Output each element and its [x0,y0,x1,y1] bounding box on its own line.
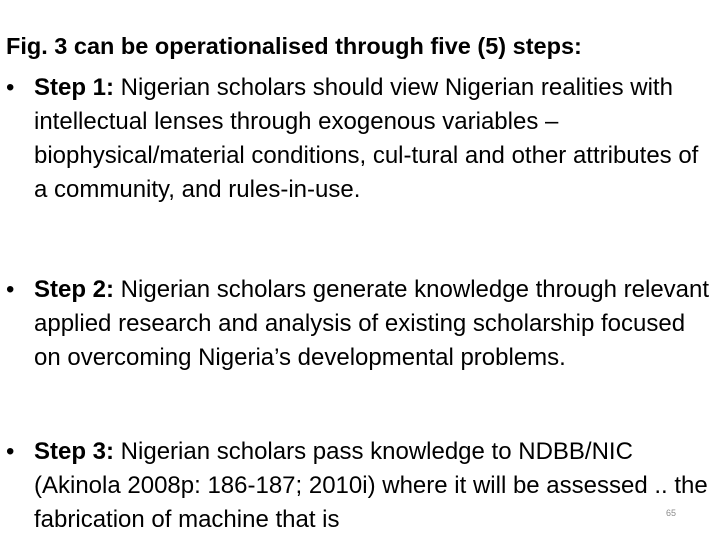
step-2-label: Step 2: [34,276,115,303]
step-3-bullet-item [6,435,718,537]
step-3-label: Step 3: [34,438,115,465]
bullet-icon: • [6,74,15,101]
step-1-bullet-item [6,71,718,207]
bullet-icon: • [6,276,15,303]
step-2-text: Nigerian scholars generate knowledge through relevant applied research and analysis of existing scholarship focused on overcoming Nigeria’s developmental problems. [34,276,710,371]
step-2-bullet-item [6,273,718,375]
step-3-text: Nigerian scholars pass knowledge to NDBB/NIC (Akinola 2008p: 186-187; 2010i) where it will be assessed .. the fabrication of machine that is [34,438,708,533]
bullet-icon: • [6,438,15,465]
step-1-label: Step 1: [34,74,115,101]
slide-heading: Fig. 3 can be operationalised through five (5) steps: [6,33,582,59]
page-number: 65 [666,508,677,518]
step-1-text: Nigerian scholars should view Nigerian realities with intellectual lenses through exogenous variables – biophysical/material conditions, cul-tural and other attributes of a community, and rules-in-use. [34,74,699,203]
